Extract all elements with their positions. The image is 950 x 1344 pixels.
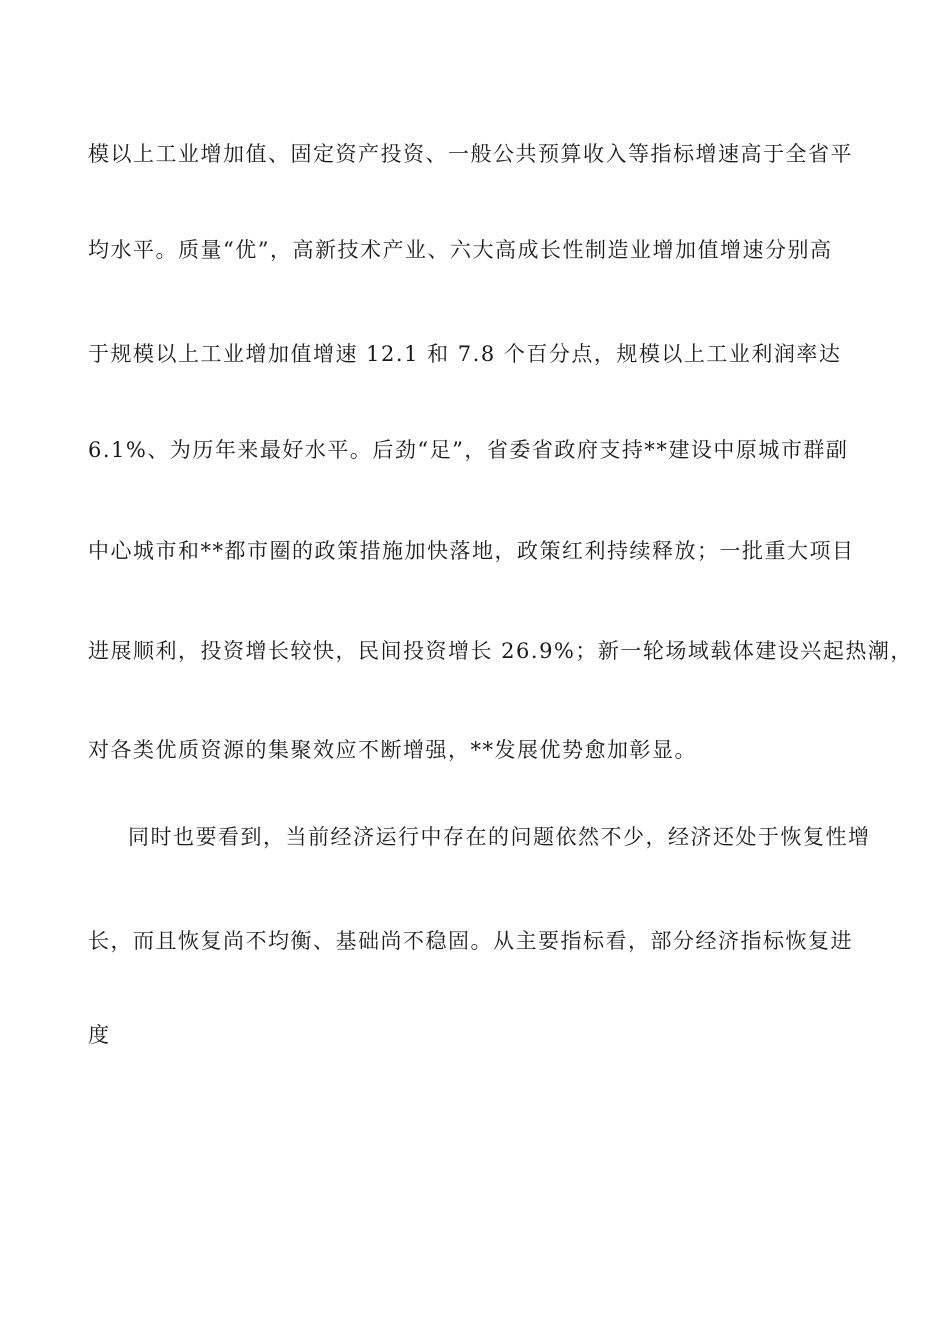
- text-line-9: 长，而且恢复尚不均衡、基础尚不稳固。从主要指标看，部分经济指标恢复进: [88, 929, 853, 953]
- text-line-1: 模以上工业增加值、固定资产投资、一般公共预算收入等指标增速高于全省平: [88, 142, 853, 166]
- text-line-5: 中心城市和**都市圈的政策措施加快落地，政策红利持续释放；一批重大项目: [88, 539, 855, 563]
- text-line-7: 对各类优质资源的集聚效应不断增强，**发展优势愈加彰显。: [88, 738, 697, 762]
- text-line-6: 进展顺利，投资增长较快，民间投资增长 26.9%；新一轮场域载体建设兴起热潮，: [88, 639, 913, 663]
- text-line-3: 于规模以上工业增加值增速 12.1 和 7.8 个百分点，规模以上工业利润率达: [88, 342, 842, 366]
- text-line-2: 均水平。质量“优”，高新技术产业、六大高成长性制造业增加值增速分别高: [88, 238, 833, 262]
- text-line-4: 6.1%、为历年来最好水平。后劲“足”，省委省政府支持**建设中原城市群副: [88, 438, 849, 462]
- text-line-10: 度: [88, 1023, 111, 1047]
- text-line-8: 同时也要看到，当前经济运行中存在的问题依然不少，经济还处于恢复性增: [128, 825, 871, 849]
